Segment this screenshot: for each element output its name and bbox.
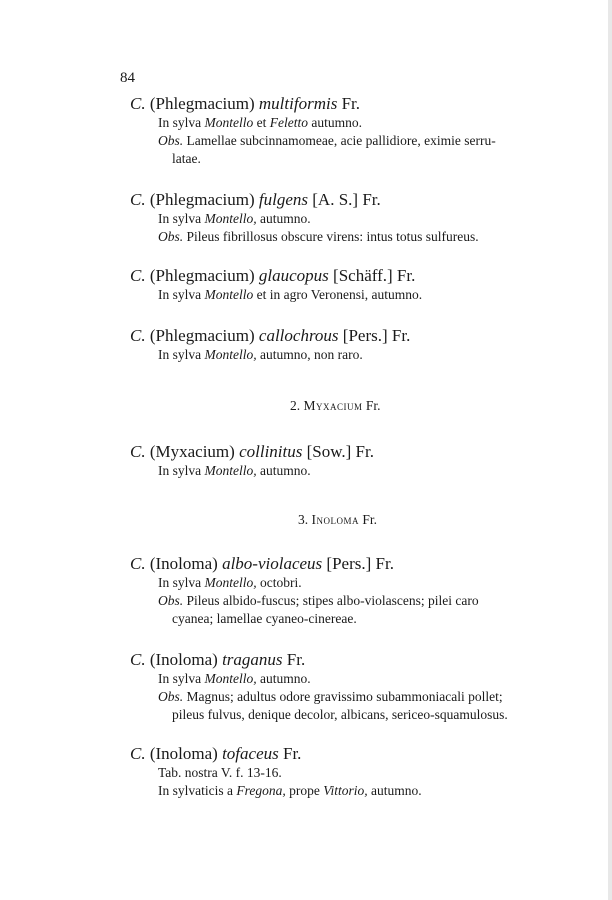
species-title: C. (Myxacium) collinitus [Sow.] Fr. (130, 442, 374, 461)
locality-line: In sylva Montello et in agro Veronensi, autumno. (158, 287, 423, 302)
locality-line: In sylva Montello, autumno. (158, 671, 311, 686)
species-entry (130, 266, 422, 304)
page-number: 84 (120, 70, 135, 86)
locality-line: In sylva Montello, autumno. (158, 463, 311, 478)
observation-line: Obs. Pileus fibrillosus obscure virens: intus totus sulfureus. (158, 229, 479, 244)
plate-reference: Tab. nostra V. f. 13-16. (158, 765, 282, 780)
species-entry (130, 94, 496, 168)
species-title: C. (Phlegmacium) glaucopus [Schäff.] Fr. (130, 266, 416, 285)
locality-line: In sylvaticis a Fregona, prope Vittorio, autumno. (158, 783, 422, 798)
locality-line: In sylva Montello, autumno, non raro. (158, 347, 363, 362)
species-title: C. (Inoloma) albo-violaceus [Pers.] Fr. (130, 554, 394, 573)
observation-line: Obs. Lamellae subcinnamomeae, acie pallidiore, eximie serru- (158, 133, 496, 148)
species-entry (130, 744, 422, 800)
species-title: C. (Phlegmacium) multiformis Fr. (130, 94, 360, 113)
locality-line: In sylva Montello, autumno. (158, 211, 311, 226)
species-entry (130, 650, 508, 724)
species-title: C. (Phlegmacium) callochrous [Pers.] Fr. (130, 326, 411, 345)
section-heading: 2. Myxacium Fr. (290, 398, 381, 413)
section-heading: 3. Inoloma Fr. (298, 512, 378, 527)
species-entry (130, 326, 410, 364)
species-entry (130, 554, 479, 628)
species-entry (130, 190, 479, 246)
locality-line: In sylva Montello, octobri. (158, 575, 302, 590)
species-title: C. (Inoloma) tofaceus Fr. (130, 744, 302, 763)
observation-line: Obs. Pileus albido-fuscus; stipes albo-violascens; pilei caro (158, 593, 479, 608)
observation-line: Obs. Magnus; adultus odore gravissimo subammoniacali pollet; (158, 689, 503, 704)
page-edge (608, 0, 612, 900)
species-title: C. (Phlegmacium) fulgens [A. S.] Fr. (130, 190, 381, 209)
observation-continuation: latae. (172, 151, 201, 166)
observation-continuation: pileus fulvus, denique decolor, albicans, sericeo-squamulosus. (172, 707, 508, 722)
species-entry (130, 442, 374, 480)
locality-line: In sylva Montello et Feletto autumno. (158, 115, 362, 130)
species-title: C. (Inoloma) traganus Fr. (130, 650, 306, 669)
observation-continuation: cyanea; lamellae cyaneo-cinereae. (172, 611, 357, 626)
